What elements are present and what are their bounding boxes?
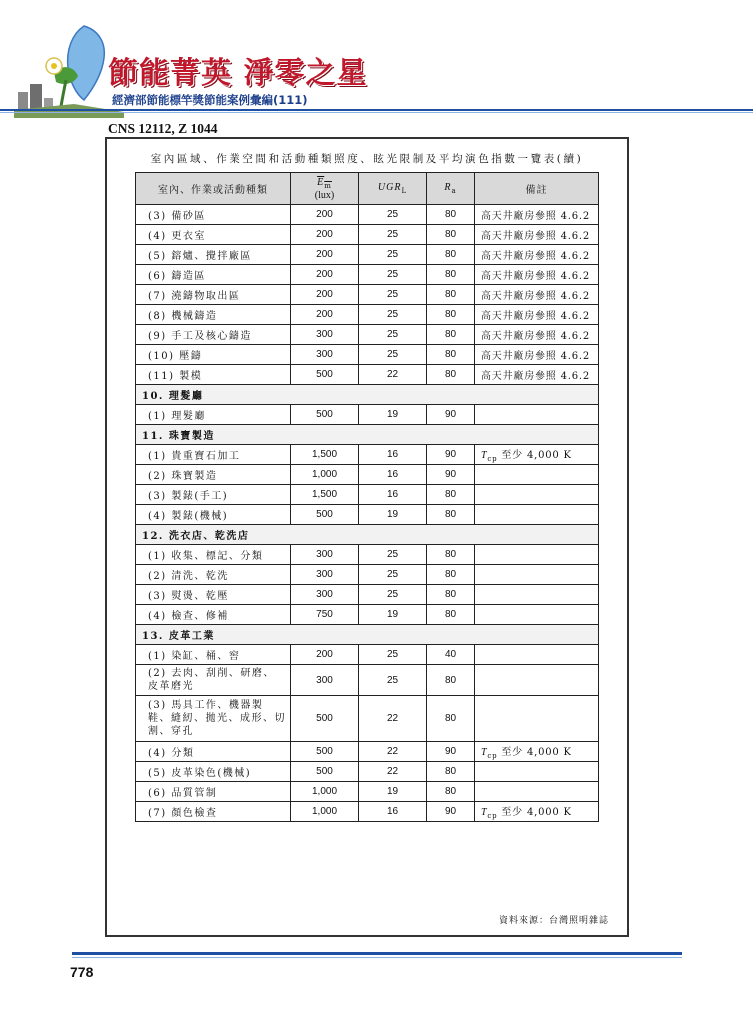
page-number: 778 xyxy=(70,964,94,980)
footer-rule xyxy=(72,952,682,958)
table-row: (3) 備砂區 200 25 80 高天井廠房參照 4.6.2 xyxy=(136,205,599,225)
table-row: (7) 澆鑄物取出區 200 25 80 高天井廠房參照 4.6.2 xyxy=(136,285,599,305)
book-subtitle: 經濟部節能標竿獎節能案例彙編(111) xyxy=(112,93,308,107)
table-row: (2) 珠寶製造 1,000 16 90 xyxy=(136,465,599,485)
table-row: (2) 清洗、乾洗 300 25 80 xyxy=(136,565,599,585)
table-row: (1) 貴重寶石加工 1,500 16 90 $T_{cp}$ 至少 4,000 K xyxy=(136,445,599,465)
table-row: (11) 製模 500 22 80 高天井廠房參照 4.6.2 xyxy=(136,365,599,385)
table-row: (1) 理髮廳 500 19 90 xyxy=(136,405,599,425)
table-row: (8) 機械鑄造 200 25 80 高天井廠房參照 4.6.2 xyxy=(136,305,599,325)
source-note: 資料來源：台灣照明雜誌 xyxy=(499,916,610,926)
table-row: (3) 熨燙、乾壓 300 25 80 xyxy=(136,585,599,605)
table-header-row xyxy=(136,173,599,205)
table-row: (4) 更衣室 200 25 80 高天井廠房參照 4.6.2 xyxy=(136,225,599,245)
section-row: 12. 洗衣店、乾洗店 xyxy=(136,525,599,545)
table-row: (2) 去肉、刮削、研磨、皮革磨光 300 25 80 xyxy=(136,665,599,696)
header-ugr: $UGR_L$ xyxy=(359,173,427,205)
illuminance-table xyxy=(135,172,599,822)
table-row: (3) 馬具工作、機器製鞋、縫紉、拋光、成形、切割、穿孔 500 22 80 xyxy=(136,696,599,742)
table-row: (6) 鑄造區 200 25 80 高天井廠房參照 4.6.2 xyxy=(136,265,599,285)
header-ra: $R_a$ xyxy=(427,173,475,205)
table-caption: 室內區域、作業空間和活動種類照度、眩光限制及平均演色指數一覽表(續) xyxy=(150,153,584,165)
header-area: 室內、作業或活動種類 xyxy=(136,173,291,205)
table-row: (1) 染缸、桶、窖 200 25 40 xyxy=(136,645,599,665)
brand-title: 節能菁英 淨零之星 xyxy=(108,56,368,91)
table-row: (3) 製錶(手工) 1,500 16 80 xyxy=(136,485,599,505)
section-row: 13. 皮革工業 xyxy=(136,625,599,645)
table-row: (9) 手工及核心鑄造 300 25 80 高天井廠房參照 4.6.2 xyxy=(136,325,599,345)
table-row: (7) 顏色檢查 1,000 16 90 $T_{cp}$ 至少 4,000 K xyxy=(136,802,599,822)
table-row: (4) 製錶(機械) 500 19 80 xyxy=(136,505,599,525)
header-em: $E_m$ (lux) xyxy=(291,173,359,205)
table-row: (4) 檢查、修補 750 19 80 xyxy=(136,605,599,625)
table-row: (4) 分類 500 22 90 $T_{cp}$ 至少 4,000 K xyxy=(136,742,599,762)
table-row: (6) 品質管制 1,000 19 80 xyxy=(136,782,599,802)
section-row: 11. 珠寶製造 xyxy=(136,425,599,445)
table-row: (10) 壓鑄 300 25 80 高天井廠房參照 4.6.2 xyxy=(136,345,599,365)
table-row: (5) 皮革染色(機械) 500 22 80 xyxy=(136,762,599,782)
table-row: (1) 收集、標記、分類 300 25 80 xyxy=(136,545,599,565)
section-row: 10. 理髮廳 xyxy=(136,385,599,405)
standard-reference: CNS 12112, Z 1044 xyxy=(108,121,218,136)
header-note: 備註 xyxy=(475,173,599,205)
table-row: (5) 鎔爐、攪拌廠區 200 25 80 高天井廠房參照 4.6.2 xyxy=(136,245,599,265)
header-rule xyxy=(0,109,753,113)
